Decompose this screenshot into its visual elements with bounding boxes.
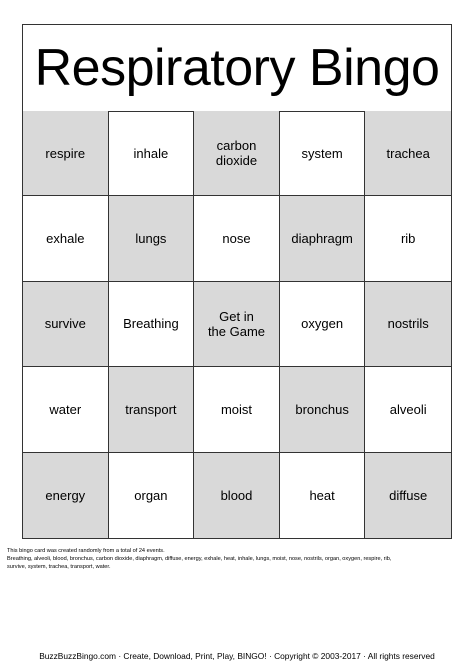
bingo-cell: alveoli — [365, 367, 451, 452]
bingo-cell: heat — [280, 453, 366, 538]
title-box — [23, 25, 451, 112]
bingo-cell: diffuse — [365, 453, 451, 538]
bingo-cell: trachea — [365, 111, 451, 196]
bingo-cell: system — [280, 111, 366, 196]
bingo-cell: carbon dioxide — [194, 111, 280, 196]
bingo-cell: blood — [194, 453, 280, 538]
bingo-cell: exhale — [23, 196, 109, 281]
bingo-cell: energy — [23, 453, 109, 538]
page-footer: BuzzBuzzBingo.com · Create, Download, Print, Play, BINGO! · Copyright © 2003-2017 · All rights reserved — [39, 651, 435, 661]
bingo-cell: Get in the Game — [194, 282, 280, 367]
card-title: Respiratory Bingo — [34, 39, 440, 97]
bingo-cell: inhale — [109, 111, 195, 196]
footnote-line-3: survive, system, trachea, transport, water. — [7, 564, 111, 570]
bingo-cell: nostrils — [365, 282, 451, 367]
bingo-cell: organ — [109, 453, 195, 538]
bingo-cell: nose — [194, 196, 280, 281]
bingo-cell: diaphragm — [280, 196, 366, 281]
bingo-cell: respire — [23, 111, 109, 196]
bingo-cell: transport — [109, 367, 195, 452]
bingo-grid — [23, 111, 451, 538]
bingo-cell: lungs — [109, 196, 195, 281]
bingo-cell: moist — [194, 367, 280, 452]
bingo-cell: survive — [23, 282, 109, 367]
bingo-card — [22, 24, 452, 539]
bingo-cell: bronchus — [280, 367, 366, 452]
bingo-cell: oxygen — [280, 282, 366, 367]
footnote-line-2: Breathing, alveoli, blood, bronchus, carbon dioxide, diaphragm, diffuse, energy, exhale, heat, inhale, lungs, moist, nose, nostrils, organ, oxygen, respire, rib, — [7, 556, 392, 562]
bingo-cell: Breathing — [109, 282, 195, 367]
bingo-cell: rib — [365, 196, 451, 281]
footnote-line-1: This bingo card was created randomly from a total of 24 events. — [7, 548, 165, 554]
footnote — [7, 547, 469, 571]
bingo-cell: water — [23, 367, 109, 452]
